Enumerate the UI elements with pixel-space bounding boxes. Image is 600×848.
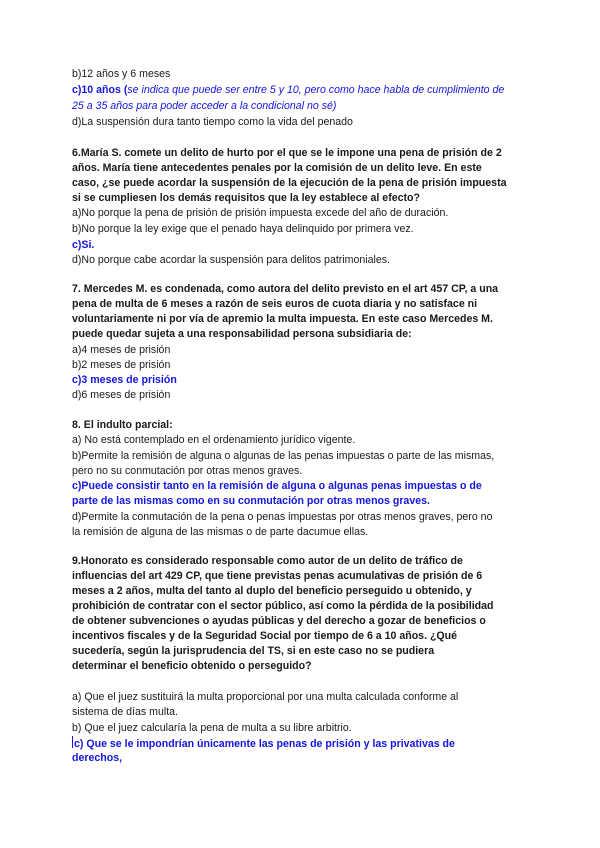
q8-option-a: a) No está contemplado en el ordenamiento jurídico vigente. [72,434,356,446]
q9-question-line: sucedería, según la jurisprudencia del TS, si en este caso no se pudiera [72,645,435,657]
q7-question-line: 7. Mercedes M. es condenada, como autora del delito previsto en el art 457 CP, a una [72,283,499,295]
q9-question-line: meses a 2 años, multa del tanto al duplo del beneficio perseguido u obtenido, y [72,585,472,597]
q8-option-b-line2: pero no su conmutación por otras menos graves. [72,465,303,477]
q6-question-line: caso, ¿se puede acordar la suspensión de la ejecución de la pena de prisión impuesta [72,177,507,189]
q7-question-line: puede quedar sujeta a una responsabilidad persona subsidiaria de: [72,328,412,340]
q9-question-line: de obtener subvenciones o ayudas públicas y del derecho a gozar de beneficios o [72,615,486,627]
q5-option-d: d)La suspensión dura tanto tiempo como la vida del penado [72,116,353,128]
q7-option-a: a)4 meses de prisión [72,344,171,356]
q8-option-d-line2: la remisión de alguna de las mismas o de parte dacumue ellas. [72,526,369,538]
q5-option-c-paren: ( [120,84,128,96]
q6-question-line: si se cumpliesen los demás requisitos que la ley establece al efecto? [72,192,420,204]
q9-question-line: 9.Honorato es considerado responsable como autor de un delito de tráfico de [72,555,463,567]
q7-question-line: pena de multa de 6 meses a razón de seis euros de cuota diaria y no satisface ni [72,298,478,310]
q5-option-c-note: se indica que puede ser entre 5 y 10, pero como hace habla de cumplimiento de [127,84,505,96]
q8-option-d: d)Permite la conmutación de la pena o penas impuestas por otras menos graves, pero no [72,511,493,523]
q6-option-c-answer: c)Si. [72,239,95,251]
q7-option-b: b)2 meses de prisión [72,359,171,371]
q7-option-c-answer: c)3 meses de prisión [72,374,177,386]
q8-option-b: b)Permite la remisión de alguna o algunas de las penas impuestas o parte de las mismas, [72,450,495,462]
q9-question-line: influencias del art 429 CP, que tiene previstas penas acumulativas de prisión de 6 [72,570,483,582]
q9-option-c-answer-line2: derechos, [72,752,123,764]
q9-question-line: incentivos fiscales y de la Seguridad Social por tiempo de 6 a 10 años. ¿Qué [72,630,458,642]
q6-question-line: años. María tiene antecedentes penales por la comisión de un delito leve. En este [72,162,482,174]
q6-option-a: a)No porque la pena de prisión de prisión impuesta excede del año de duración. [72,207,449,219]
q5-option-c-label: c)10 años [72,84,121,96]
q9-option-c-text: c) Que se le impondrían únicamente las penas de prisión y las privativas de [74,738,455,750]
q7-option-d: d)6 meses de prisión [72,389,171,401]
q5-option-c-note-line2: 25 a 35 años para poder acceder a la condicional no sé) [72,100,337,112]
q6-option-b: b)No porque la ley exige que el penado haya delinquido por primera vez. [72,223,414,235]
q9-option-c-answer [72,736,455,752]
q5-option-b: b)12 años y 6 meses [72,68,171,80]
q5-option-c [72,83,504,98]
q7-question-line: voluntariamente ni por vía de apremio la multa impuesta. En este caso Mercedes M. [72,313,493,325]
q8-option-c-answer: c)Puede consistir tanto en la remisión de alguna o algunas penas impuestas o de [72,480,482,492]
text-cursor [72,736,73,748]
q8-question: 8. El indulto parcial: [72,419,173,431]
q9-question-line: determinar el beneficio obtenido o perseguido? [72,660,312,672]
q6-question-line: 6.María S. comete un delito de hurto por el que se le impone una pena de prisión de 2 [72,147,502,159]
q9-option-b: b) Que el juez calcularía la pena de multa a su libre arbitrio. [72,722,352,734]
q9-option-a-line2: sistema de días multa. [72,706,178,718]
q6-option-d: d)No porque cabe acordar la suspensión para delitos patrimoniales. [72,254,390,266]
q9-option-a: a) Que el juez sustituirá la multa proporcional por una multa calculada conforme al [72,691,459,703]
q9-question-line: prohibición de contratar con el sector público, así como la pérdida de la posibilidad [72,600,494,612]
q8-option-c-answer-line2: parte de las mismas como en su conmutación por otras menos graves. [72,495,430,507]
